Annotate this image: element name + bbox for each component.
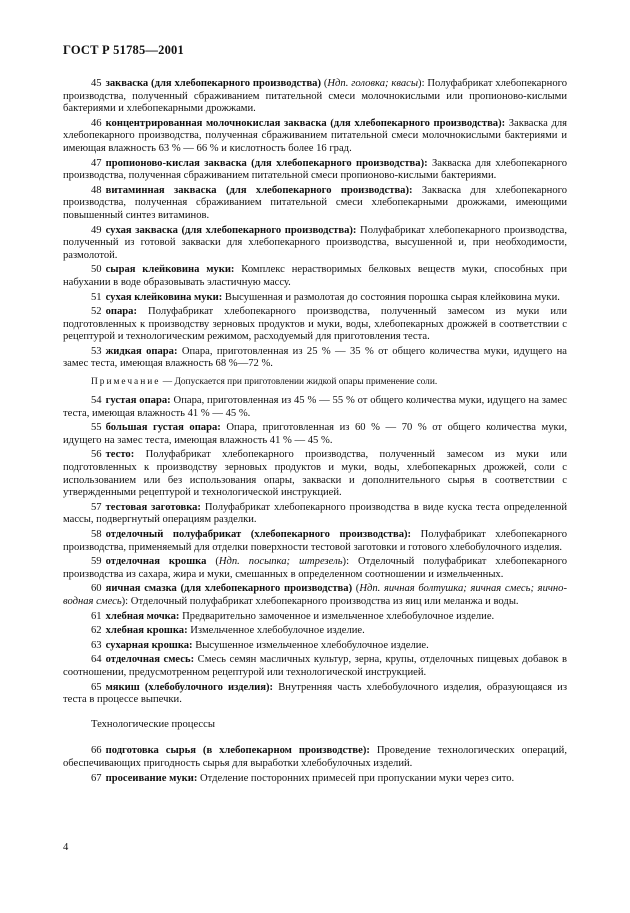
term-name: хлебная мочка: xyxy=(105,610,180,622)
term-name: закваска (для хлебопекарного производства) xyxy=(105,78,322,89)
section-title: Технологические процессы xyxy=(91,718,215,730)
term-entry xyxy=(63,773,567,786)
deprecated-synonyms: Ндп. посыпка; штрезель xyxy=(218,556,343,568)
term-entry xyxy=(63,346,567,371)
term-entry xyxy=(63,502,567,527)
entry-number: 49 xyxy=(91,224,102,236)
term-definition: Отделочный полуфабрикат хлебопекарного производства из яиц или меланжа и воды. xyxy=(128,595,519,607)
entry-number: 58 xyxy=(91,529,102,540)
term-definition: Высушенная и размолотая до состояния порошка сырая клейковина муки. xyxy=(222,291,560,303)
synonym-close: ): xyxy=(121,595,129,607)
note xyxy=(63,376,567,388)
synonym-open: ( xyxy=(206,556,219,568)
term-entry xyxy=(63,611,567,624)
term-name: пропионово-кислая закваска (для хлебопекарного производства): xyxy=(105,157,428,169)
entry-group-c xyxy=(63,745,567,785)
term-entry xyxy=(63,158,567,183)
synonym-close: ): xyxy=(418,78,425,89)
entry-group-a xyxy=(63,78,567,371)
entry-number: 61 xyxy=(91,610,102,622)
term-entry xyxy=(63,292,567,305)
entry-number: 56 xyxy=(91,449,102,461)
entry-number: 65 xyxy=(91,681,102,693)
term-name: мякиш (хлебобулочного изделия): xyxy=(105,681,274,693)
entry-number: 57 xyxy=(91,501,102,513)
term-name: сухая закваска (для хлебопекарного производства): xyxy=(105,224,357,236)
term-definition: Внутренняя часть хлебобулочного изделия, образующаяся из теста в процессе выпечки. xyxy=(63,681,567,706)
term-name: опара: xyxy=(105,306,138,318)
term-name: просеивание муки: xyxy=(105,772,198,784)
term-definition: Закваска для хлебопекарного производства, полученная сбраживанием питательной смеси молочнокислыми бактериями и имеющая влажность 63 % — 66 % и кислотность более 16 град. xyxy=(63,117,567,154)
entry-number: 59 xyxy=(91,556,102,568)
entry-number: 48 xyxy=(91,184,102,196)
term-name: сырая клейковина муки: xyxy=(105,264,235,276)
entry-number: 60 xyxy=(91,583,102,595)
term-definition: Отделение посторонних примесей при пропускании муки через сито. xyxy=(197,772,515,784)
term-definition: Высушенное измельченное хлебобулочное изделие. xyxy=(192,639,429,651)
deprecated-synonyms: Ндп. яичная болтушка; яичная смесь; яично-водная смесь xyxy=(63,583,567,607)
term-name: концентрированная молочнокислая закваска (для хлебопекарного производства): xyxy=(105,117,506,129)
term-definition: Предварительно замоченное и измельченное хлебобулочное изделие. xyxy=(179,610,495,622)
deprecated-synonyms: Ндп. головка; квасы xyxy=(327,78,419,89)
term-definition: Закваска для хлебопекарного производства, полученная сбраживанием питательной смеси хлебопекарными дрожжами, имеющими повышенный синтез витаминов. xyxy=(63,184,568,221)
term-definition: Комплекс нерастворимых белковых веществ муки, способных при набухании в воде образовывать эластичную массу. xyxy=(63,264,567,288)
term-name: яичная смазка (для хлебопекарного производства) xyxy=(105,583,353,595)
synonym-open: ( xyxy=(352,583,360,595)
term-name: отделочный полуфабрикат (хлебопекарного производства): xyxy=(105,529,412,540)
note-text: — Допускается при приготовлении жидкой опары применение соли. xyxy=(160,377,438,388)
term-name: хлебная крошка: xyxy=(105,625,188,637)
term-definition: Полуфабрикат хлебопекарного производства, полученный замесом из муки или подготовленных к производству зерновых продуктов и муки, воды, хлебопекарных дрожжей в соответствии с рецептурой и технологическим режимом, расходуемый для приготовления теста. xyxy=(63,306,567,343)
term-definition: Полуфабрикат хлебопекарного производства, полученный сбраживанием питательной смеси молочнокислыми или пропионово-кислыми бактериями и хлебопекарными дрожжами. xyxy=(63,78,567,115)
entry-number: 54 xyxy=(91,395,102,407)
term-definition: Полуфабрикат хлебопекарного производства, полученный из готовой закваски для хлебопекарного производства, высушенной и, при необходимости, размолотой. xyxy=(63,224,568,261)
term-entry xyxy=(63,449,567,499)
term-entry xyxy=(63,118,567,156)
document-body xyxy=(63,78,567,787)
term-entry xyxy=(63,225,567,263)
term-definition: Смесь семян масличных культур, зерна, крупы, отделочных пищевых добавок в соотношении, предусмотренном рецептурой или технологической инструкцией. xyxy=(63,654,567,678)
term-definition: Закваска для хлебопекарного производства, полученная сбраживанием питательной смеси пропионово-кислыми бактериями. xyxy=(63,157,567,182)
entry-number: 53 xyxy=(91,345,102,357)
term-entry xyxy=(63,640,567,653)
entry-group-b xyxy=(63,395,567,707)
entry-number: 46 xyxy=(91,117,102,129)
term-name: жидкая опара: xyxy=(105,345,178,357)
entry-number: 67 xyxy=(91,772,102,784)
term-definition: Измельченное хлебобулочное изделие. xyxy=(187,625,365,637)
term-definition: Опара, приготовленная из 45 % — 55 % от общего количества муки, идущего на замес теста, имеющая влажность 41 % — 45 %. xyxy=(63,395,567,419)
term-name: отделочная смесь: xyxy=(105,654,195,666)
term-entry xyxy=(63,185,567,223)
term-name: сухая клейковина муки: xyxy=(105,291,223,303)
term-definition: Опара, приготовленная из 25 % — 35 % от общего количества муки, идущего на замес теста, имеющая влажность 68 %—72 %. xyxy=(63,345,567,370)
note-label: Примечание xyxy=(91,377,161,388)
entry-number: 50 xyxy=(91,264,102,276)
term-definition: Отделочный полуфабрикат хлебопекарного производства из сахара, жира и муки, смешанных в определенном соотношении и измельченных. xyxy=(63,556,567,580)
term-entry xyxy=(63,78,567,116)
entry-number: 55 xyxy=(91,422,102,434)
term-entry xyxy=(63,264,567,289)
term-entry xyxy=(63,654,567,679)
term-entry xyxy=(63,625,567,638)
term-entry xyxy=(63,556,567,581)
page-number: 4 xyxy=(63,842,69,853)
entry-number: 47 xyxy=(91,157,102,169)
term-name: большая густая опара: xyxy=(105,422,221,434)
term-name: сухарная крошка: xyxy=(105,639,193,651)
term-definition: Полуфабрикат хлебопекарного производства, применяемый для отделки поверхности тестовой заготовки и готового хлебобулочного изделия. xyxy=(63,529,567,553)
term-definition: Полуфабрикат хлебопекарного производства в виде куска теста определенной массы, подвергнутый операциям разделки. xyxy=(63,501,567,526)
term-name: витаминная закваска (для хлебопекарного производства): xyxy=(105,184,413,196)
term-entry xyxy=(63,422,567,447)
term-entry xyxy=(63,306,567,344)
synonym-open: ( xyxy=(321,78,328,89)
term-entry xyxy=(63,583,567,608)
term-name: густая опара: xyxy=(105,395,171,407)
entry-number: 62 xyxy=(91,625,102,637)
document-header: ГОСТ Р 51785—2001 xyxy=(63,43,184,57)
term-entry xyxy=(63,395,567,420)
term-name: тестовая заготовка: xyxy=(105,501,201,513)
term-name: тесто: xyxy=(105,449,135,461)
term-definition: Проведение технологических операций, обеспечивающих пригодность сырья для выработки хлебобулочных изделий. xyxy=(63,745,567,769)
entry-number: 52 xyxy=(91,306,102,318)
entry-number: 63 xyxy=(91,639,102,651)
term-entry xyxy=(63,529,567,554)
entry-number: 51 xyxy=(91,291,102,303)
term-definition: Опара, приготовленная из 60 % — 70 % от общего количества муки, идущего на замес теста, имеющая влажность 41 % — 45 %. xyxy=(63,422,568,446)
synonym-close: ): xyxy=(342,556,350,568)
entry-number: 66 xyxy=(91,745,102,757)
term-entry xyxy=(63,682,567,707)
term-definition: Полуфабрикат хлебопекарного производства, полученный замесом из муки или подготовленных к производству зерновых продуктов и муки, воды, хлебопекарных дрожжей, соли с использованием или без использования опары, закваски и дополнительного сырья в соответствии с утвержденными рецептурой и технологической инструкцией. xyxy=(63,449,567,499)
entry-number: 64 xyxy=(91,654,102,666)
entry-number: 45 xyxy=(91,78,102,89)
term-entry xyxy=(63,745,567,770)
term-name: подготовка сырья (в хлебопекарном производстве): xyxy=(105,745,370,757)
term-name: отделочная крошка xyxy=(105,556,207,568)
